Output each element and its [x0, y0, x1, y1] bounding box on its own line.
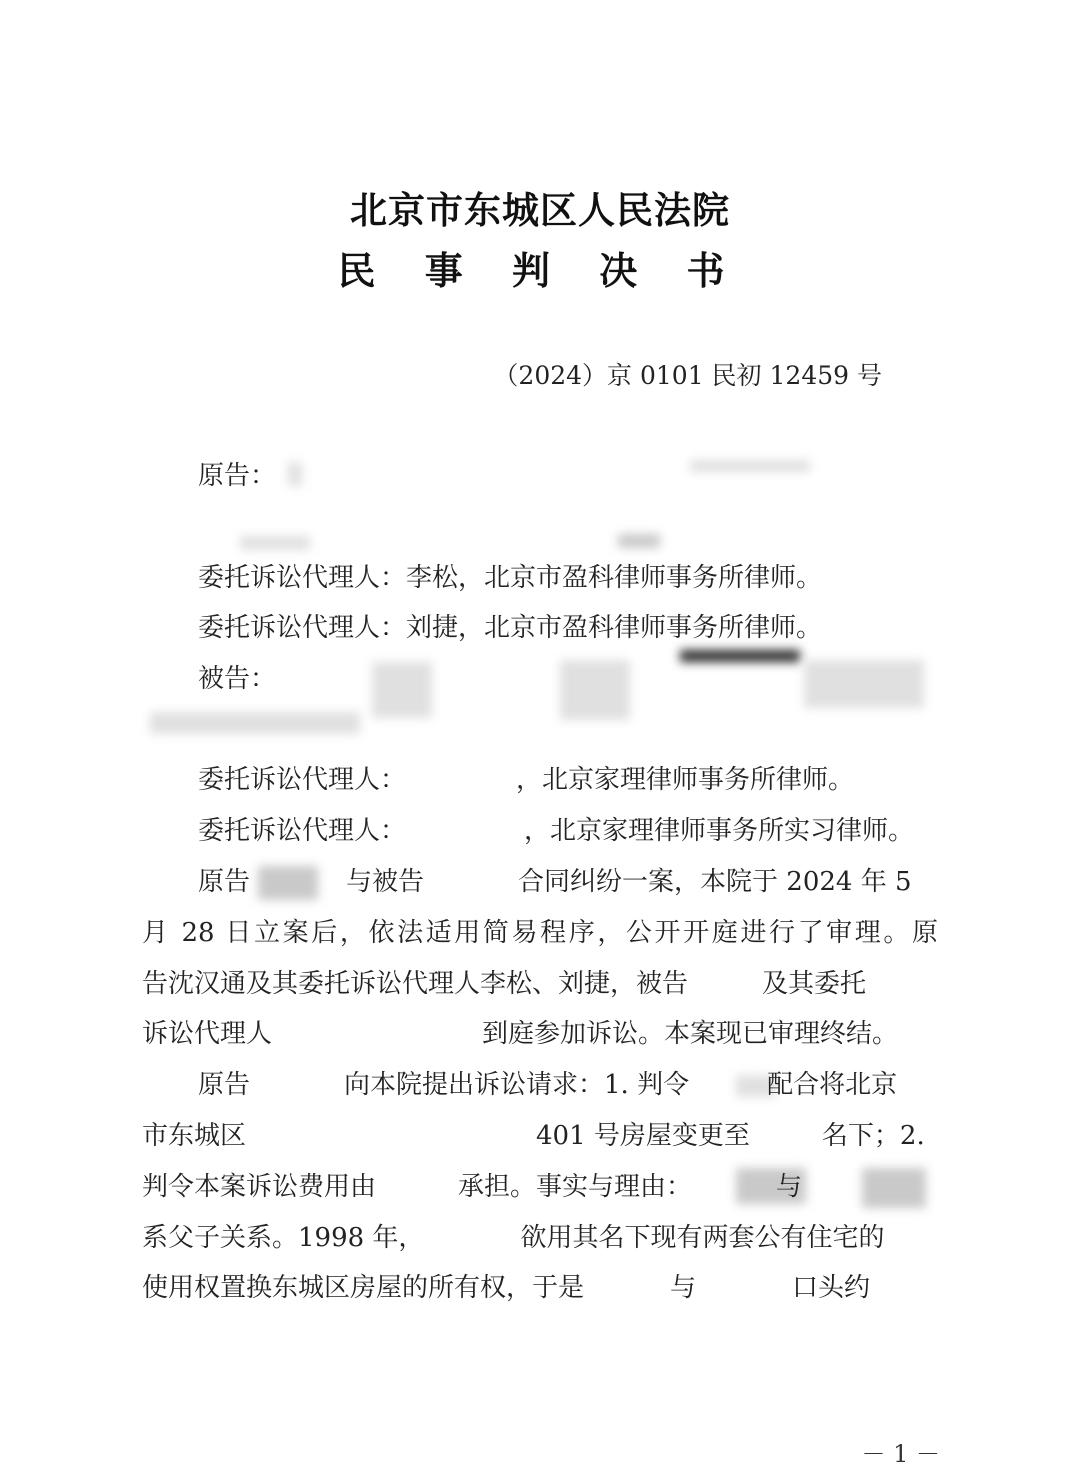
text: 欲用其名下现有两套公有住宅的: [520, 1223, 885, 1253]
body-line: [142, 1167, 938, 1207]
agent-label: 委托诉讼代理人：: [198, 816, 407, 846]
body-line: [142, 1218, 938, 1258]
page-number: － 1 －: [861, 1440, 940, 1468]
defendant-agent-1: [198, 760, 938, 800]
body-line: 月 28 日立案后，依法适用简易程序，公开开庭进行了审理。原: [142, 918, 938, 948]
body-line: [142, 964, 938, 1004]
body-line: [142, 1116, 938, 1156]
body-line: [142, 1014, 938, 1054]
plaintiff-agent-2: 委托诉讼代理人：刘捷，北京市盈科律师事务所律师。: [198, 613, 823, 643]
body-line: [198, 862, 938, 902]
defendant-label: 被告：: [198, 664, 277, 694]
plaintiff-label: 原告：: [198, 461, 277, 491]
defendant-line: [198, 659, 938, 699]
text: 使用权置换东城区房屋的所有权，于是: [142, 1273, 585, 1303]
body-line: [142, 1268, 938, 1308]
text: 及其委托: [762, 969, 867, 999]
plaintiff-line: [198, 456, 938, 496]
text: 配合将北京: [767, 1070, 898, 1100]
defendant-agent-2: [198, 811, 938, 851]
text: 口头约: [792, 1273, 871, 1303]
case-number: （2024）京 0101 民初 12459 号: [493, 361, 882, 390]
agent-label: 委托诉讼代理人：: [198, 765, 407, 795]
redaction: [618, 534, 660, 548]
text: 到庭参加诉讼。本案现已审理终结。: [482, 1019, 899, 1049]
redaction: [240, 536, 310, 550]
text: 承担。事实与理由：: [458, 1172, 693, 1202]
text: 告沈汉通及其委托诉讼代理人李松、刘捷，被告: [142, 969, 689, 999]
text: 合同纠纷一案，本院于 2024 年 5: [518, 867, 912, 897]
text: 原告: [198, 867, 251, 897]
court-name: 北京市东城区人民法院: [350, 189, 730, 232]
plaintiff-agent-1: 委托诉讼代理人：李松，北京市盈科律师事务所律师。: [198, 563, 823, 593]
text: 原告: [198, 1070, 251, 1100]
text: 401 号房屋变更至: [536, 1121, 750, 1151]
agent-affiliation: ，北京家理律师事务所律师。: [516, 765, 855, 795]
text: 判令本案诉讼费用由: [142, 1172, 377, 1202]
text: 与被告: [346, 867, 425, 897]
text: 名下；2.: [821, 1121, 925, 1151]
body-line: [198, 1065, 938, 1105]
text: 与: [670, 1273, 697, 1303]
text: 市东城区: [142, 1121, 247, 1151]
text: 与: [776, 1172, 803, 1202]
text: 系父子关系。1998 年，: [142, 1223, 425, 1253]
document-type: 民 事 判 决 书: [337, 249, 743, 293]
redaction: [150, 712, 360, 734]
text: 向本院提出诉讼请求：1. 判令: [344, 1070, 690, 1100]
agent-affiliation: ，北京家理律师事务所实习律师。: [524, 816, 915, 846]
text: 诉讼代理人: [142, 1019, 273, 1049]
